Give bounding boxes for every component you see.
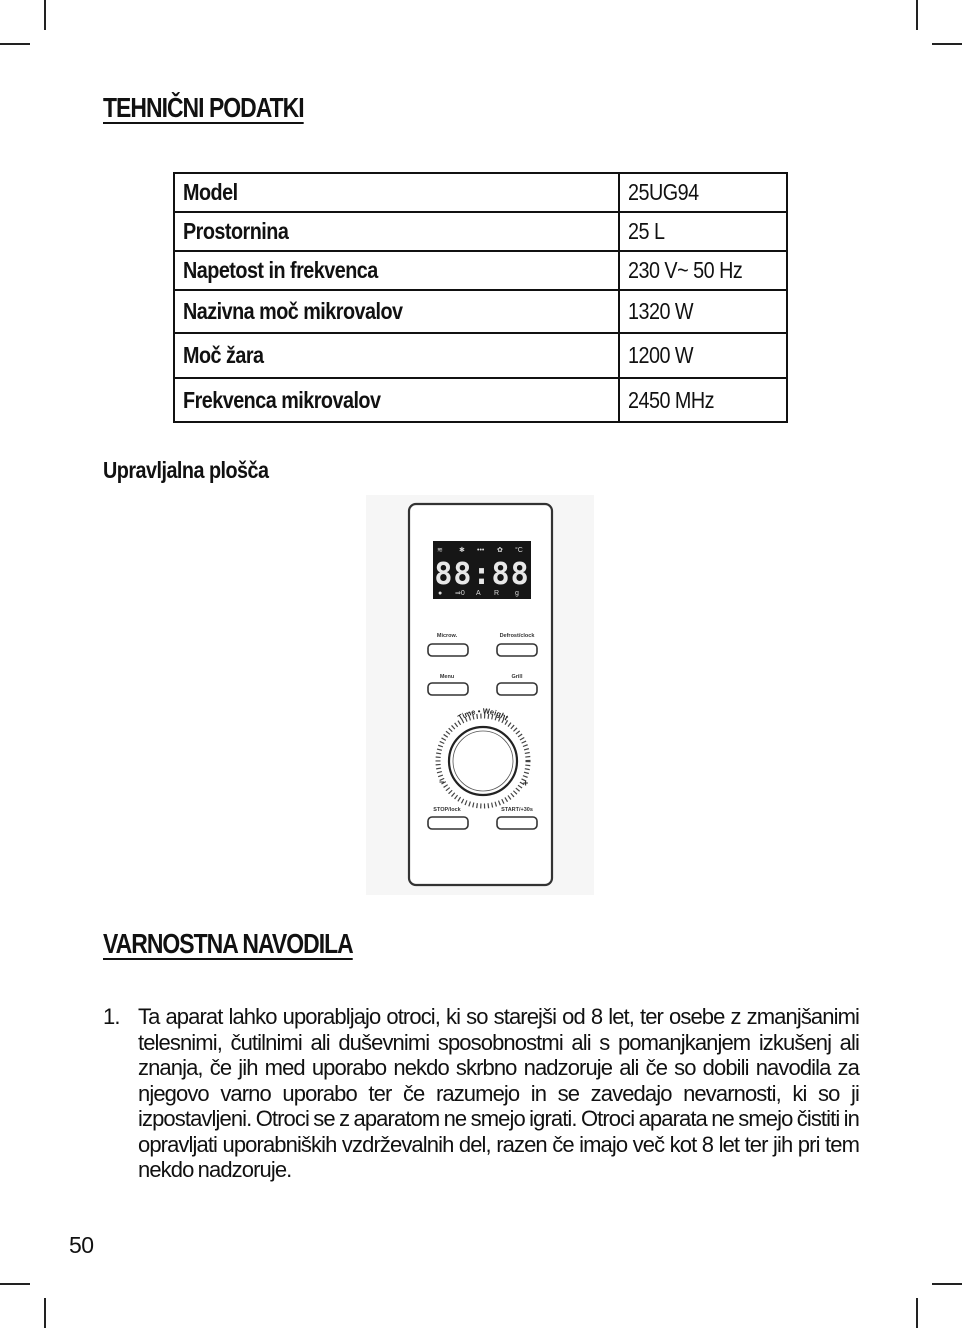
spec-label: Prostornina bbox=[183, 218, 289, 244]
crop-mark bbox=[0, 43, 30, 45]
display-dots-icon: ••• bbox=[477, 547, 485, 554]
safety-heading: VARNOSTNA NAVODILA bbox=[103, 928, 353, 959]
list-item-text: Ta aparat lahko uporabljajo otroci, ki so starejši od 8 let, ter osebe z zmanjšanimi telesnimi, čutilnimi ali duševnimi sposobnostmi ali s pomanjkanjem izkušenj ali znanja, če jih med uporabo nekdo skrbno nadzoruje ali če so dobili navodila za njegovo varno uporabo ter če razumejo in se zavedajo nevarnosti, ki so ji izpostavljeni. Otroci se z aparatom ne smejo igrati. Otroci aparata ne smejo čistiti in opravljati uporabniških vzdrževalnih del, razen če imajo več kot 8 let ter jih pri tem nekdo nadzoruje. bbox=[138, 1004, 859, 1182]
specs-table bbox=[173, 172, 788, 423]
crop-mark bbox=[44, 1298, 46, 1328]
microwave-button[interactable] bbox=[428, 644, 468, 656]
spec-value: 1200 W bbox=[628, 342, 694, 368]
defrost-clock-button[interactable] bbox=[497, 644, 537, 656]
spec-value: 25 L bbox=[628, 218, 665, 244]
crop-mark bbox=[0, 1283, 30, 1285]
stop-lock-button-label: STOP/lock bbox=[433, 807, 461, 813]
display-wave-icon: ≋ bbox=[437, 547, 443, 554]
dial-plus-label: + bbox=[523, 778, 529, 788]
crop-mark bbox=[916, 1298, 918, 1328]
display-icon: ⇒0 bbox=[455, 590, 465, 597]
grill-button-label: Grill bbox=[511, 674, 523, 680]
table-row bbox=[174, 173, 787, 212]
spec-value: 2450 MHz bbox=[628, 386, 715, 413]
specs-heading: TEHNIČNI PODATKI bbox=[103, 92, 304, 123]
display-icon: g bbox=[515, 590, 519, 597]
dial-minus-label: − bbox=[439, 777, 445, 787]
stop-lock-button[interactable] bbox=[428, 817, 468, 829]
display-defrost-icon: ✱ bbox=[459, 547, 465, 554]
display-icon: A bbox=[476, 590, 481, 597]
time-weight-dial[interactable] bbox=[449, 727, 517, 795]
defrost-clock-button-label: Defrost/clock bbox=[499, 633, 535, 639]
start-button-label: START/+30s bbox=[501, 807, 533, 813]
display-icon: ● bbox=[438, 590, 443, 597]
display-fan-icon: ✿ bbox=[497, 547, 503, 554]
spec-label: Moč žara bbox=[183, 342, 264, 368]
menu-button[interactable] bbox=[428, 683, 468, 695]
table-row bbox=[174, 212, 787, 251]
spec-value: 25UG94 bbox=[628, 179, 699, 205]
list-item bbox=[103, 1004, 859, 1183]
table-row bbox=[174, 333, 787, 378]
menu-button-label: Menu bbox=[439, 674, 455, 680]
dial-label-text: Time • Weight bbox=[456, 706, 510, 723]
display-temp-unit: °C bbox=[515, 547, 523, 554]
spec-label: Nazivna moč mikrovalov bbox=[183, 298, 403, 324]
table-row bbox=[174, 378, 787, 422]
crop-mark bbox=[916, 0, 918, 30]
list-item-number: 1. bbox=[103, 1004, 120, 1029]
start-button[interactable] bbox=[497, 817, 537, 829]
control-panel-heading: Upravljalna plošča bbox=[103, 457, 269, 483]
grill-button[interactable] bbox=[497, 683, 537, 695]
crop-mark bbox=[932, 43, 962, 45]
spec-label: Frekvenca mikrovalov bbox=[183, 386, 381, 413]
spec-value: 1320 W bbox=[628, 298, 694, 324]
table-row bbox=[174, 290, 787, 333]
spec-label: Napetost in frekvenca bbox=[183, 257, 378, 283]
spec-value: 230 V~ 50 Hz bbox=[628, 257, 743, 283]
safety-list bbox=[103, 1004, 859, 1183]
spec-label: Model bbox=[183, 179, 238, 205]
microwave-button-label: Microw. bbox=[436, 633, 458, 639]
control-panel-illustration bbox=[366, 495, 594, 895]
crop-mark bbox=[932, 1283, 962, 1285]
crop-mark bbox=[44, 0, 46, 30]
display-digits: 88:88 bbox=[434, 557, 530, 592]
table-row bbox=[174, 251, 787, 290]
page-number: 50 bbox=[69, 1232, 94, 1258]
display-icon: R bbox=[494, 590, 500, 597]
